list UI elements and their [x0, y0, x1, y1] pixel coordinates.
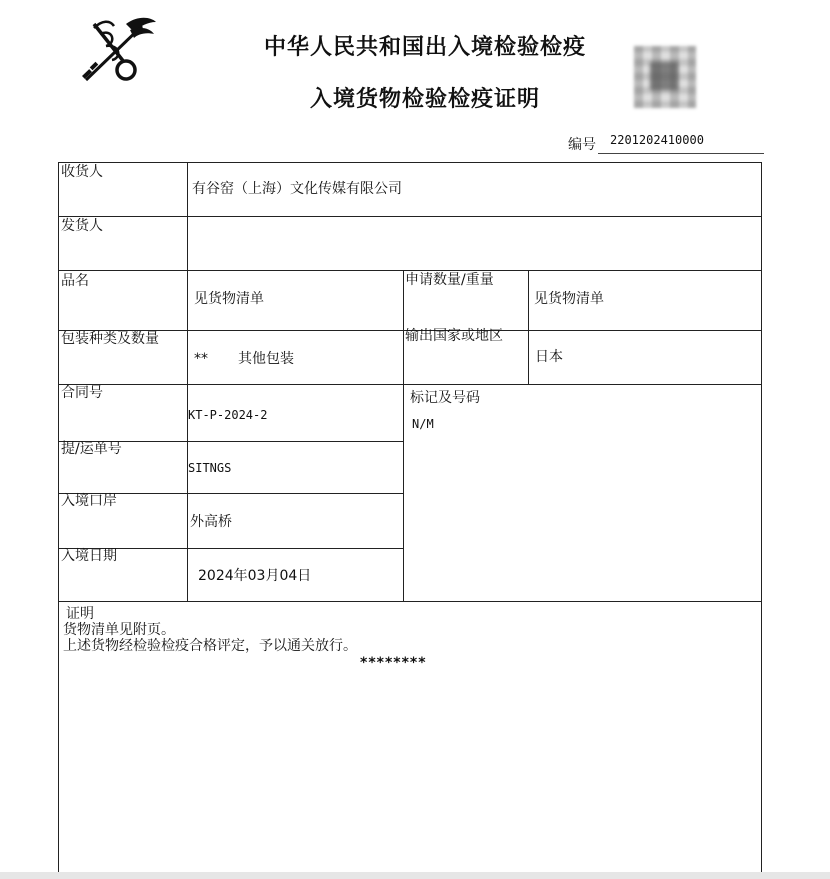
serial-number: 2201202410000 — [598, 132, 764, 154]
declared-quantity-value: 见货物清单 — [534, 291, 604, 307]
document-title: 中华人民共和国出入境检验检疫 — [263, 35, 586, 60]
consignee-value: 有谷窑（上海）文化传媒有限公司 — [192, 181, 402, 197]
origin-country-value: 日本 — [535, 349, 563, 365]
packaging-count: ** — [194, 351, 208, 367]
contract-no-value: KT-P-2024-2 — [188, 408, 268, 422]
origin-country-label: 输出国家或地区 — [405, 328, 503, 344]
certification-line2: 上述货物经检验检疫合格评定，予以通关放行。 — [63, 638, 357, 654]
certification-mask: ******** — [360, 655, 427, 671]
entry-port-value: 外高桥 — [190, 514, 232, 530]
marks-value: N/M — [412, 417, 434, 431]
certificate-title: 入境货物检验检疫证明 — [309, 87, 540, 112]
packaging-type: 其他包装 — [238, 351, 294, 367]
entry-port-label: 入境口岸 — [61, 493, 117, 509]
consignee-label: 收货人 — [61, 164, 103, 180]
packaging-label: 包装种类及数量 — [61, 331, 159, 347]
contract-no-label: 合同号 — [61, 385, 103, 401]
certification-line1: 货物清单见附页。 — [63, 622, 175, 638]
serial-label: 编号 — [568, 137, 596, 153]
certification-heading: 证明 — [66, 606, 94, 622]
product-name-label: 品名 — [61, 273, 89, 289]
marks-label: 标记及号码 — [410, 390, 480, 406]
declared-quantity-label: 申请数量/重量 — [405, 272, 494, 288]
consignor-label: 发货人 — [61, 218, 103, 234]
bill-no-value: SITNGS — [188, 461, 232, 475]
bill-no-label: 提/运单号 — [61, 441, 122, 457]
entry-date-value: 2024年03月04日 — [198, 568, 312, 584]
entry-date-label: 入境日期 — [61, 548, 117, 564]
page-bottom-edge — [0, 872, 830, 879]
customs-emblem-icon — [80, 14, 160, 86]
qr-code-center — [650, 62, 678, 90]
product-name-value: 见货物清单 — [194, 291, 264, 307]
